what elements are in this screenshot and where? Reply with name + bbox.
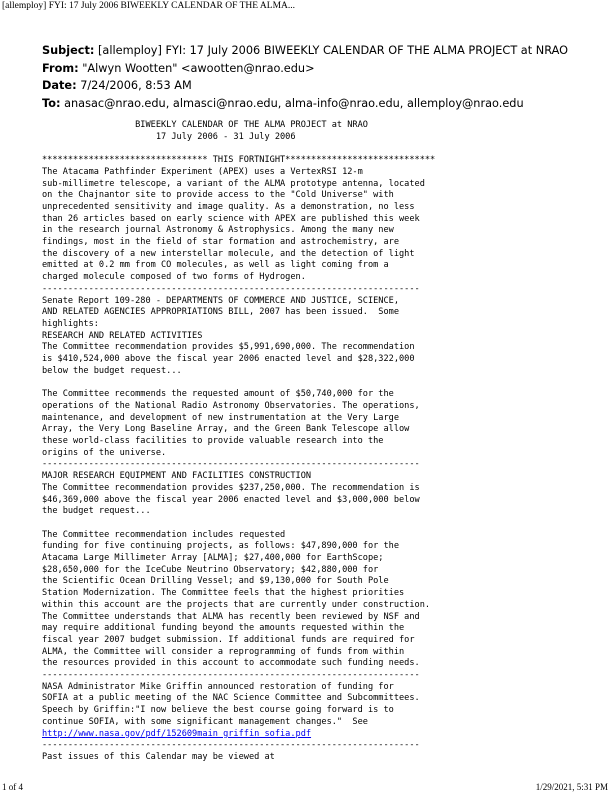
subject-row (42, 42, 568, 60)
to-label: To: (42, 96, 61, 110)
date-row (42, 77, 568, 95)
body-text-main: BIWEEKLY CALENDAR OF THE ALMA PROJECT at NRAO 17 July 2006 - 31 July 2006 ******************************** THIS FORTNIGHT***************************** The Atacama Pathfinder Experiment (APEX) uses a VertexRSI 12-m sub-millimetre telescope, a variant of the ALMA prototype antenna, located on the Chajnantor site to provide access to the "Cold Universe" with unprecedented sensitivity and image quality. As a demonstration, no less than 26 articles based on early science with APEX are published this week in the research journal Astronomy & Astrophysics. Among the many new findings, most in the field of star formation and astrochemistry, are the discovery of a new interstellar molecule, and the detection of light emitted at 0.2 mm from CO molecules, as well as light coming from a charged molecule composed of two forms of Hydrogen. ------------------------------------------------------------------------- Senate Report 109-280 - DEPARTMENTS OF COMMERCE AND JUSTICE, SCIENCE, AND RELATED AGENCIES APPROPRIATIONS BILL, 2007 has been issued. Some highlights: RESEARCH AND RELATED ACTIVITIES The Committee recommendation provides $5,991,690,000. The recommendation is $410,524,000 above the fiscal year 2006 enacted level and $28,322,000 below the budget request... The Committee recommends the requested amount of $50,740,000 for the operations of the National Radio Astronomy Observatories. The operations, maintenance, and development of new instrumentation at the Very Large Array, the Very Long Baseline Array, and the Green Bank Telescope allow these world-class facilities to provide valuable research into the origins of the universe. ------------------------------------------------------------------------- MAJOR RESEARCH EQUIPMENT AND FACILITIES CONSTRUCTION The Committee recommendation provides $237,250,000. The recommendation is $46,369,000 above the fiscal year 2006 enacted level and $3,000,000 below the budget request... The Committee recommendation includes requested funding for five continuing projects, as follows: $47,890,000 for the Atacama Large Millimeter Array [ALMA]; $27,400,000 for EarthScope; $28,650,000 for the IceCube Neutrino Observatory; $42,880,000 for the Scientific Ocean Drilling Vessel; and $9,130,000 for South Pole Station Modernization. The Committee feels that the highest priorities within this account are the projects that are currently under construction. The Committee understands that ALMA has recently been reviewed by NSF and may require additional funding beyond the amounts requested within the fiscal year 2007 budget submission. If additional funds are required for ALMA, the Committee will consider a reprogramming of funds from within the resources provided in this account to accommodate such funding needs. ------------------------------------------------------------------------- NASA Administrator Mike Griffin announced restoration of funding for SOFIA at a public meeting of the NAC Science Committee and Subcommittees. Speech by Griffin:"I now believe the best course going forward is to continue SOFIA, with some significant management changes." See (42, 120, 436, 727)
date-label: Date: (42, 79, 77, 93)
email-headers (42, 42, 568, 112)
body-text-tail: ------------------------------------------------------------------------- Past issues of this Calendar may be viewed at (42, 740, 420, 762)
to-row (42, 95, 568, 113)
print-timestamp: 1/29/2021, 5:31 PM (535, 782, 608, 792)
from-value: "Alwyn Wootten" <awootten@nrao.edu> (82, 61, 315, 75)
page-number: 1 of 4 (2, 782, 23, 792)
subject-label: Subject: (42, 44, 95, 57)
date-value: 7/24/2006, 8:53 AM (80, 79, 192, 93)
email-body (42, 120, 435, 764)
page-title: [allemploy] FYI: 17 July 2006 BIWEEKLY CALENDAR OF THE ALMA... (2, 1, 296, 11)
griffin-sofia-pdf-link[interactable]: http://www.nasa.gov/pdf/152609main_griffin_sofia.pdf (42, 728, 312, 739)
subject-value: [allemploy] FYI: 17 July 2006 BIWEEKLY CALENDAR OF THE ALMA PROJECT at NRAO (98, 44, 569, 57)
from-row (42, 60, 568, 78)
from-label: From: (42, 61, 79, 75)
to-value: anasac@nrao.edu, almasci@nrao.edu, alma-info@nrao.edu, allemploy@nrao.edu (64, 96, 524, 110)
